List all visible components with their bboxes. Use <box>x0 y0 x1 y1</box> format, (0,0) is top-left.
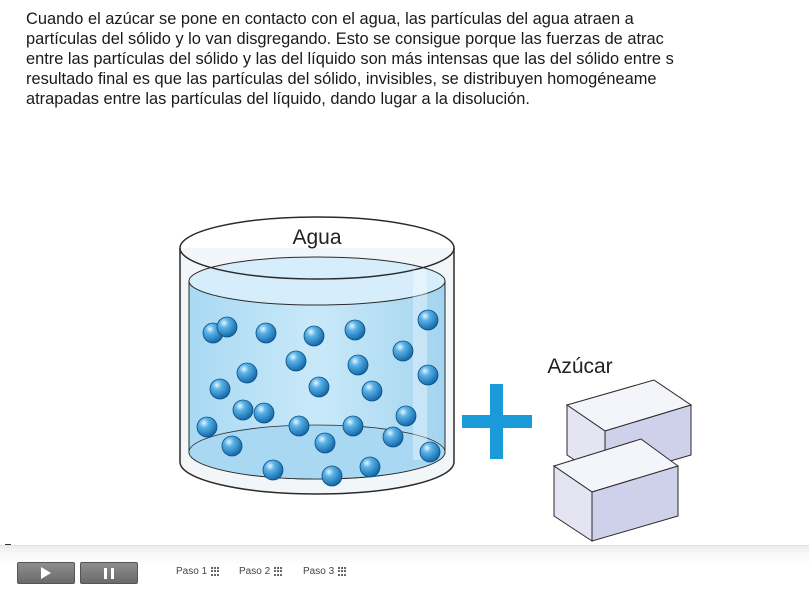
water-particle <box>418 365 438 385</box>
grid-icon <box>338 567 347 576</box>
step-label: Paso 3 <box>303 566 335 577</box>
sugar-label: Azúcar <box>547 355 613 378</box>
water-particle <box>345 320 365 340</box>
water-particle <box>286 351 306 371</box>
paragraph-line: entre las partículas del sólido y las del líquido son más intensas que las del sólido entre s <box>26 50 674 68</box>
water-particle <box>420 442 440 462</box>
water-particle <box>237 363 257 383</box>
water-label: Agua <box>292 226 342 249</box>
water-particle <box>256 323 276 343</box>
play-icon <box>41 567 51 579</box>
water-particle <box>348 355 368 375</box>
water-particle <box>362 381 382 401</box>
play-button[interactable] <box>17 562 75 584</box>
step-label: Paso 2 <box>239 566 271 577</box>
water-particle <box>322 466 342 486</box>
water-particle <box>217 317 237 337</box>
step-3-button[interactable] <box>303 566 347 577</box>
water-particle <box>233 400 253 420</box>
step-label: Paso 1 <box>176 566 208 577</box>
grid-icon <box>274 567 283 576</box>
paragraph-line: resultado final es que las partículas del sólido, invisibles, se distribuyen homogéneame <box>26 70 657 88</box>
water-particle <box>197 417 217 437</box>
water-particle <box>254 403 274 423</box>
animation-controls <box>0 545 809 593</box>
water-particle <box>396 406 416 426</box>
water-particle <box>222 436 242 456</box>
water-particle <box>289 416 309 436</box>
water-particle <box>210 379 230 399</box>
paragraph-line: Cuando el azúcar se pone en contacto con el agua, las partículas del agua atraen a <box>26 10 634 28</box>
water-particle <box>383 427 403 447</box>
pause-icon <box>104 568 114 579</box>
water-particle <box>309 377 329 397</box>
water-particle <box>315 433 335 453</box>
paragraph-line: atrapadas entre las partículas del líquido, dando lugar a la disolución. <box>26 90 530 108</box>
step-1-button[interactable] <box>176 566 220 577</box>
plus-sign <box>462 384 532 459</box>
pause-button[interactable] <box>80 562 138 584</box>
water-particle <box>263 460 283 480</box>
paragraph-line: partículas del sólido y lo van disgregando. Esto se consigue porque las fuerzas de atrac <box>26 30 664 48</box>
step-2-button[interactable] <box>239 566 283 577</box>
water-particle <box>418 310 438 330</box>
grid-icon <box>211 567 220 576</box>
water-particle <box>343 416 363 436</box>
beaker <box>180 217 454 494</box>
water-particle <box>360 457 380 477</box>
water-particle <box>304 326 324 346</box>
water-particle <box>393 341 413 361</box>
